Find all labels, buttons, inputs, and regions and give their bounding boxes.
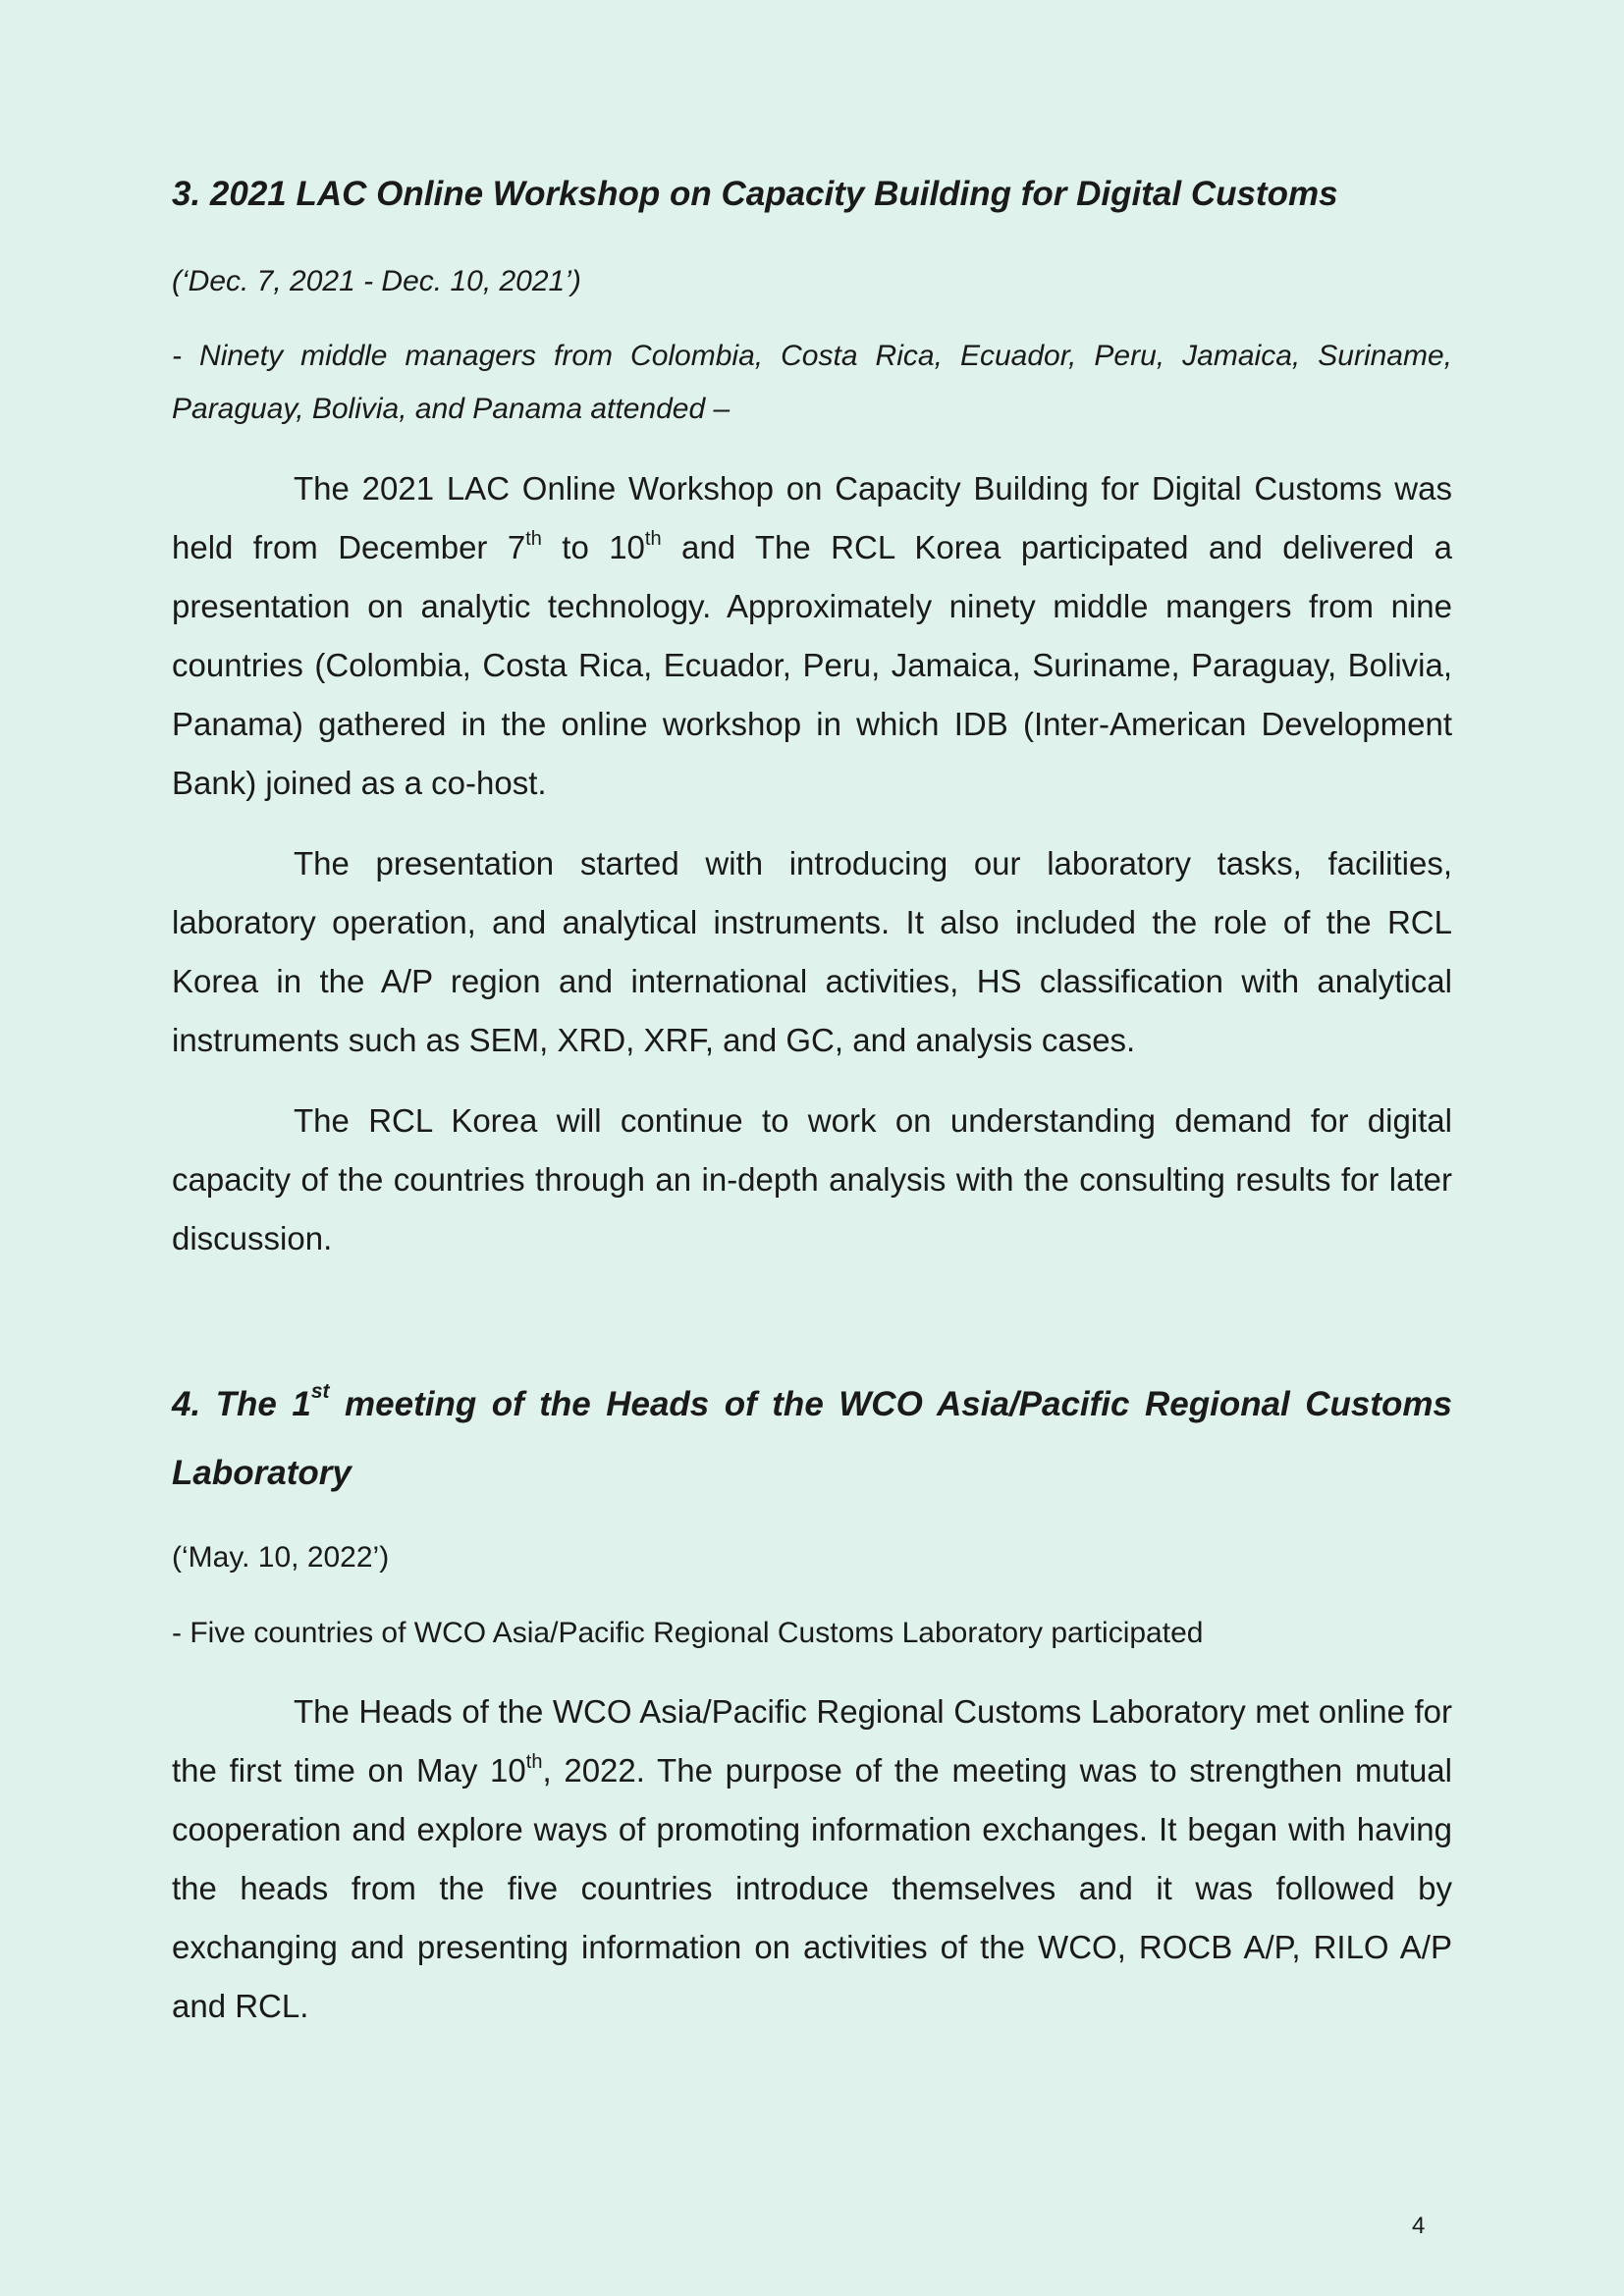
- page-number: 4: [1412, 2213, 1426, 2239]
- section-4-paragraph-1: The Heads of the WCO Asia/Pacific Regional Customs Laboratory met online for the first time on May 10th, 2022. The purpose of the meeting was to strengthen mutual cooperation and explore ways of promoting information exchanges. It began with having the heads from the five countries introduce themselves and it was followed by exchanging and presenting information on activities of the WCO, ROCB A/P, RILO A/P and RCL.: [172, 1693, 1452, 2024]
- section-3-paragraph-3: The RCL Korea will continue to work on understanding demand for digital capacity of the countries through an in-depth analysis with the consulting results for later discussion.: [172, 1102, 1452, 1256]
- section-3-date: (‘Dec. 7, 2021 - Dec. 10, 2021’): [172, 265, 581, 297]
- section-4-subtitle: - Five countries of WCO Asia/Pacific Regional Customs Laboratory participated: [172, 1617, 1204, 1649]
- section-3-paragraph-2: The presentation started with introducing our laboratory tasks, facilities, laboratory operation, and analytical instruments. It also included the role of the RCL Korea in the A/P region and international activities, HS classification with analytical instruments such as SEM, XRD, XRF, and GC, and analysis cases.: [172, 845, 1452, 1058]
- section-4-heading: 4. The 1st meeting of the Heads of the WCO Asia/Pacific Regional Customs Laboratory: [172, 1380, 1452, 1492]
- section-3-paragraph-1: The 2021 LAC Online Workshop on Capacity Building for Digital Customs was held from December 7th to 10th and The RCL Korea participated and delivered a presentation on analytic technology. Approximately ninety middle mangers from nine countries (Colombia, Costa Rica, Ecuador, Peru, Jamaica, Suriname, Paraguay, Bolivia, Panama) gathered in the online workshop in which IDB (Inter-American Development Bank) joined as a co-host.: [172, 470, 1452, 801]
- section-3-subtitle: - Ninety middle managers from Colombia, Costa Rica, Ecuador, Peru, Jamaica, Suriname, Paraguay, Bolivia, and Panama attended –: [172, 340, 1452, 425]
- section-3-heading: 3. 2021 LAC Online Workshop on Capacity Building for Digital Customs: [172, 175, 1338, 213]
- section-4-date: (‘May. 10, 2022’): [172, 1541, 390, 1574]
